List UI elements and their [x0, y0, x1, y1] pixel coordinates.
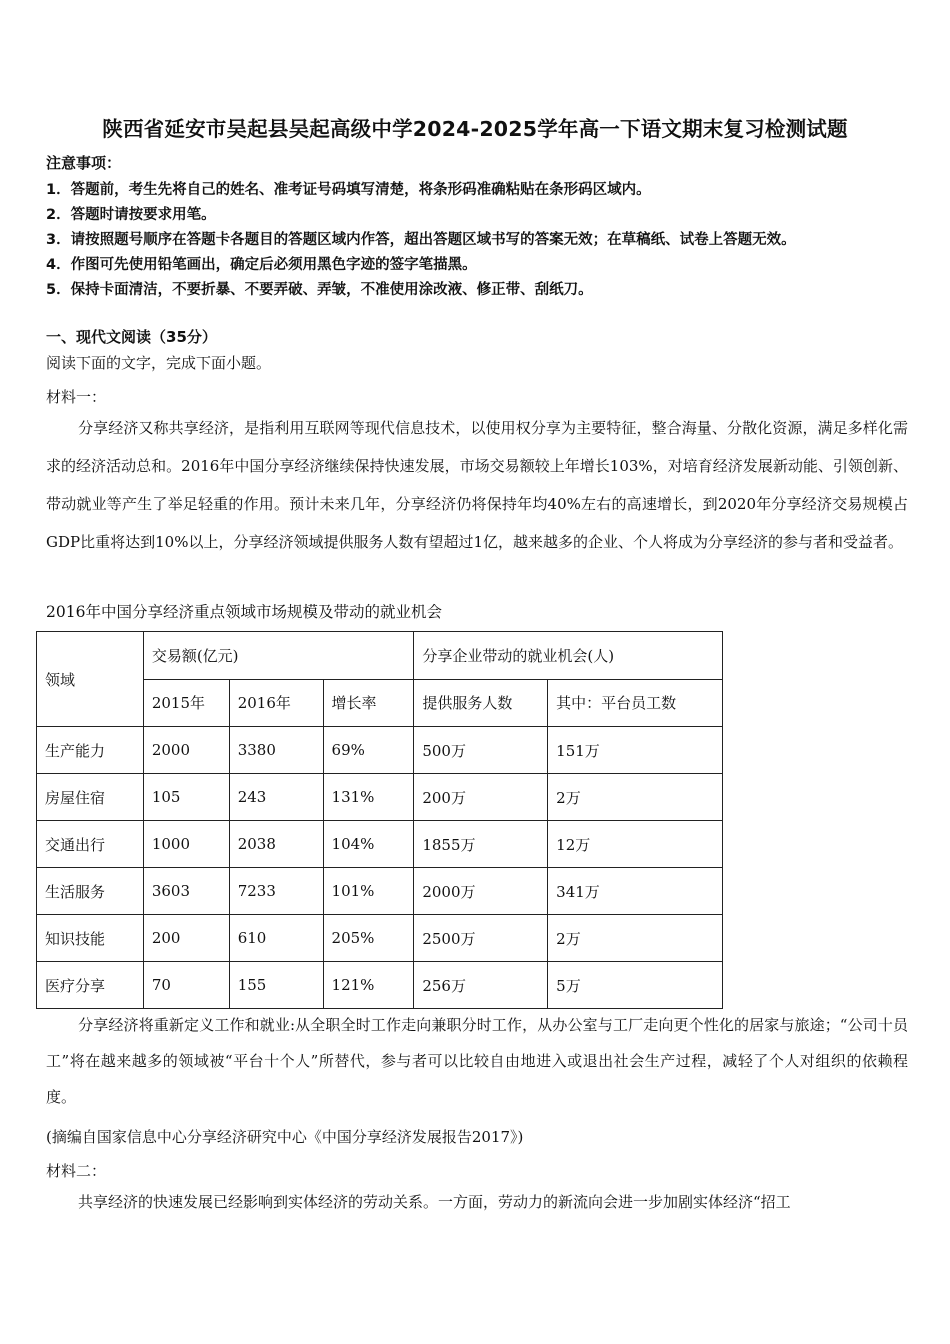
cell-providers: 2000万 [414, 868, 548, 915]
material1-paragraph [46, 409, 908, 561]
cell-2015: 70 [143, 962, 229, 1009]
material2-label: 材料二： [46, 1162, 107, 1180]
notice-item: 5．保持卡面清洁，不要折暴、不要弄破、弄皱，不准使用涂改液、修正带、刮纸刀。 [46, 282, 593, 298]
cell-growth: 101% [323, 868, 414, 915]
table-row [37, 727, 723, 774]
notice-item: 2．答题时请按要求用笔。 [46, 207, 216, 223]
cell-2015: 3603 [143, 868, 229, 915]
cell-growth: 205% [323, 915, 414, 962]
data-table [36, 631, 723, 1009]
header-2015: 2015年 [143, 679, 229, 727]
cell-2016: 2038 [229, 821, 323, 868]
cell-staff: 341万 [548, 868, 723, 915]
cell-2015: 2000 [143, 727, 229, 774]
cell-staff: 151万 [548, 727, 723, 774]
cell-2016: 7233 [229, 868, 323, 915]
table-caption: 2016年中国分享经济重点领域市场规模及带动的就业机会 [46, 603, 442, 621]
cell-providers: 256万 [414, 962, 548, 1009]
material2-text: 共享经济的快速发展已经影响到实体经济的劳动关系。一方面，劳动力的新流向会进一步加剧实体经济“招工 [78, 1193, 791, 1211]
table-header-row [37, 632, 723, 680]
header-trade-group: 交易额(亿元) [143, 632, 414, 680]
material1-label: 材料一： [46, 388, 107, 406]
cell-2016: 243 [229, 774, 323, 821]
cell-2016: 610 [229, 915, 323, 962]
cell-providers: 1855万 [414, 821, 548, 868]
material1-paragraph-2 [46, 1007, 908, 1115]
notice-item: 4．作图可先使用铅笔画出，确定后必须用黑色字迹的签字笔描黑。 [46, 257, 477, 273]
cell-2016: 3380 [229, 727, 323, 774]
section-instruction: 阅读下面的文字，完成下面小题。 [46, 354, 272, 372]
table-row [37, 868, 723, 915]
cell-staff: 5万 [548, 962, 723, 1009]
header-domain: 领域 [37, 632, 144, 727]
header-growth: 增长率 [323, 679, 414, 727]
notice-heading: 注意事项： [46, 154, 122, 172]
table-row [37, 821, 723, 868]
cell-growth: 121% [323, 962, 414, 1009]
table-row [37, 962, 723, 1009]
page-title: 陕西省延安市吴起县吴起高级中学2024-2025学年高一下语文期末复习检测试题 [102, 117, 848, 141]
section-heading: 一、现代文阅读（35分） [46, 328, 217, 346]
cell-staff: 2万 [548, 774, 723, 821]
cell-providers: 200万 [414, 774, 548, 821]
cell-2015: 105 [143, 774, 229, 821]
cell-2015: 1000 [143, 821, 229, 868]
table-row [37, 774, 723, 821]
source-note: (摘编自国家信息中心分享经济研究中心《中国分享经济发展报告2017》) [46, 1128, 524, 1146]
cell-growth: 69% [323, 727, 414, 774]
material1-text: 分享经济又称共享经济，是指利用互联网等现代信息技术，以使用权分享为主要特征，整合海量、分散化资源，满足多样化需求的经济活动总和。2016年中国分享经济继续保持快速发展，市场交易额较上年增长103%，对培育经济发展新动能、引领创新、带动就业等产生了举足轻重的作用。预计未来几年，分享经济仍将保持年均40%左右的高速增长，到2020年分享经济交易规模占GDP比重将达到10%以上，分享经济领域提供服务人数有望超过1亿，越来越多的企业、个人将成为分享经济的参与者和受益者。 [46, 419, 908, 551]
notice-item: 1．答题前，考生先将自己的姓名、准考证号码填写清楚，将条形码准确粘贴在条形码区域内。 [46, 182, 651, 198]
header-jobs-group: 分享企业带动的就业机会(人) [414, 632, 723, 680]
material2-paragraph [46, 1184, 908, 1220]
cell-2016: 155 [229, 962, 323, 1009]
cell-domain: 医疗分享 [37, 962, 144, 1009]
cell-domain: 知识技能 [37, 915, 144, 962]
cell-domain: 房屋住宿 [37, 774, 144, 821]
material1-text-2: 分享经济将重新定义工作和就业:从全职全时工作走向兼职分时工作，从办公室与工厂走向更个性化的居家与旅途；“公司十员工”将在越来越多的领域被“平台十个人”所替代，参与者可以比较自由地进入或退出社会生产过程，减轻了个人对组织的依赖程度。 [46, 1016, 908, 1106]
cell-domain: 生产能力 [37, 727, 144, 774]
cell-providers: 500万 [414, 727, 548, 774]
header-2016: 2016年 [229, 679, 323, 727]
notice-item: 3．请按照题号顺序在答题卡各题目的答题区域内作答，超出答题区域书写的答案无效；在草稿纸、试卷上答题无效。 [46, 232, 796, 248]
cell-growth: 104% [323, 821, 414, 868]
cell-staff: 2万 [548, 915, 723, 962]
cell-staff: 12万 [548, 821, 723, 868]
cell-growth: 131% [323, 774, 414, 821]
cell-providers: 2500万 [414, 915, 548, 962]
table-row [37, 915, 723, 962]
cell-domain: 交通出行 [37, 821, 144, 868]
header-platform-staff: 其中：平台员工数 [548, 679, 723, 727]
cell-2015: 200 [143, 915, 229, 962]
header-service-providers: 提供服务人数 [414, 679, 548, 727]
cell-domain: 生活服务 [37, 868, 144, 915]
